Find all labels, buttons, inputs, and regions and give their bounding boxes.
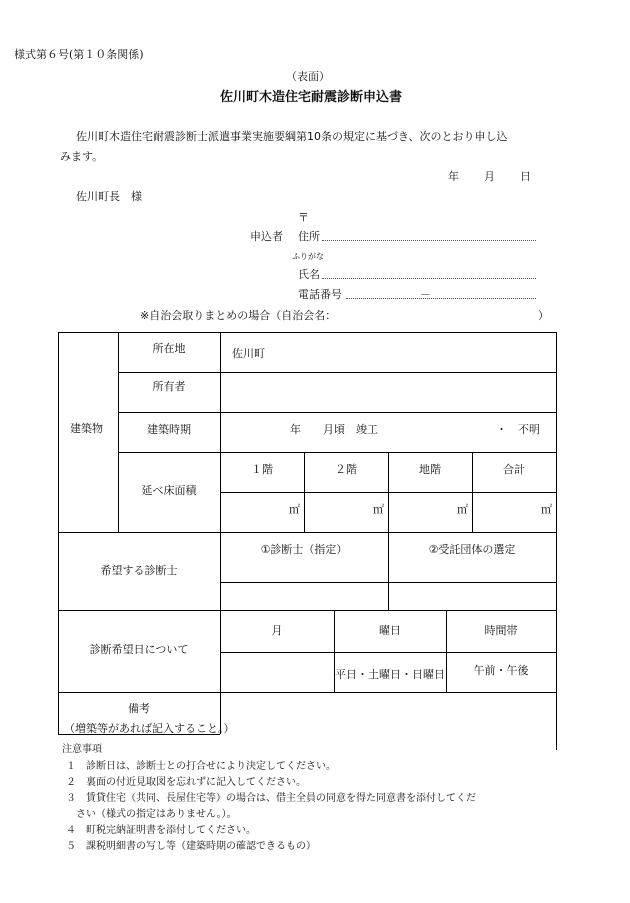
area-unit-total: ㎡ [541, 503, 552, 516]
intro-line-1: 佐川町木造住宅耐震診断士派遣事業実施要綱第10条の規定に基づき、次のとおり申し込 [76, 130, 508, 143]
owner-label: 所有者 [152, 380, 186, 393]
row-line [220, 652, 556, 653]
row-line [118, 412, 556, 413]
location-value[interactable]: 佐川町 [232, 347, 265, 360]
date-day-label: 日 [520, 170, 531, 183]
note-item: ５ 課税明細書の写し等（建築時期の確認できるもの） [66, 841, 316, 852]
address-label: 住所 [298, 230, 320, 243]
building-label: 建築物 [70, 422, 103, 435]
note-item: ２ 裏面の付近見取図を忘れずに記入してください。 [66, 777, 306, 788]
timeslot-options[interactable]: 午前・午後 [473, 664, 529, 677]
side-label: （表面） [286, 70, 330, 83]
floor-header-basement: 地階 [419, 463, 441, 476]
name-line[interactable] [322, 278, 536, 279]
name-label: 氏名 [298, 268, 320, 281]
table-right-border [556, 332, 557, 750]
notes-heading: 注意事項 [62, 744, 102, 755]
area-unit-basement: ㎡ [457, 503, 468, 516]
construction-text: 年 月頃 竣工 [290, 423, 378, 436]
addressee: 佐川町長 様 [76, 190, 142, 203]
page-title: 佐川町木造住宅耐震診断申込書 [220, 90, 403, 105]
floor-area-label: 延べ床面積 [141, 484, 197, 497]
note-item: １ 診断日は、診断士との打合せにより決定してください。 [66, 761, 336, 772]
association-close: ） [538, 309, 549, 322]
weekday-options[interactable]: 平日・土曜日・日曜日 [335, 668, 445, 681]
diagnostician-label: 希望する診断士 [100, 564, 178, 577]
construction-unknown: ・ 不明 [496, 423, 540, 436]
table-left-border [58, 332, 59, 734]
intro-line-2: みます。 [60, 150, 104, 163]
association-note: ※自治会取りまとめの場合（自治会名： [140, 309, 337, 322]
area-unit-2f: ㎡ [373, 503, 384, 516]
row-line [58, 610, 556, 611]
floor-header-1f: １階 [251, 463, 273, 476]
construction-label: 建築時期 [147, 423, 191, 436]
note-item: さい（様式の指定はありません。）。 [66, 809, 237, 820]
floor-header-total: 合計 [503, 463, 525, 476]
floor-header-2f: ２階 [335, 463, 357, 476]
diag-date-label: 診断希望日について [89, 643, 189, 656]
remarks-note: （増築等があれば記入すること。） [64, 722, 235, 735]
furigana-label: ふりがな [292, 252, 324, 261]
address-line[interactable] [322, 240, 536, 241]
remarks-label: 備考 [128, 702, 150, 715]
row-line [58, 692, 556, 693]
date-year-label: 年 [448, 170, 459, 183]
phone-line[interactable] [346, 298, 536, 299]
table-top-border [58, 332, 556, 333]
row-line [118, 372, 556, 373]
postal-mark: 〒 [298, 211, 309, 224]
applicant-label: 申込者 [250, 230, 283, 243]
row-line [118, 452, 556, 453]
month-header: 月 [271, 624, 283, 637]
row-line [58, 532, 556, 533]
diagnostician-option-designated[interactable]: ①診断士（指定） [260, 543, 348, 556]
weekday-header: 曜日 [379, 624, 401, 637]
location-label: 所在地 [152, 342, 186, 355]
form-number: 様式第６号(第１０条関係) [14, 48, 144, 61]
phone-label: 電話番号 [298, 288, 342, 301]
diagnostician-option-contractor[interactable]: ②受託団体の選定 [428, 543, 516, 556]
timeslot-header: 時間帯 [484, 624, 518, 637]
area-unit-1f: ㎡ [289, 503, 300, 516]
note-item: ４ 町税完納証明書を添付してください。 [66, 825, 256, 836]
date-month-label: 月 [484, 170, 495, 183]
phone-separator: － [420, 288, 431, 301]
note-item: ３ 賃貸住宅（共同、長屋住宅等）の場合は、借主全員の同意を得た同意書を添付してくだ [66, 793, 476, 804]
